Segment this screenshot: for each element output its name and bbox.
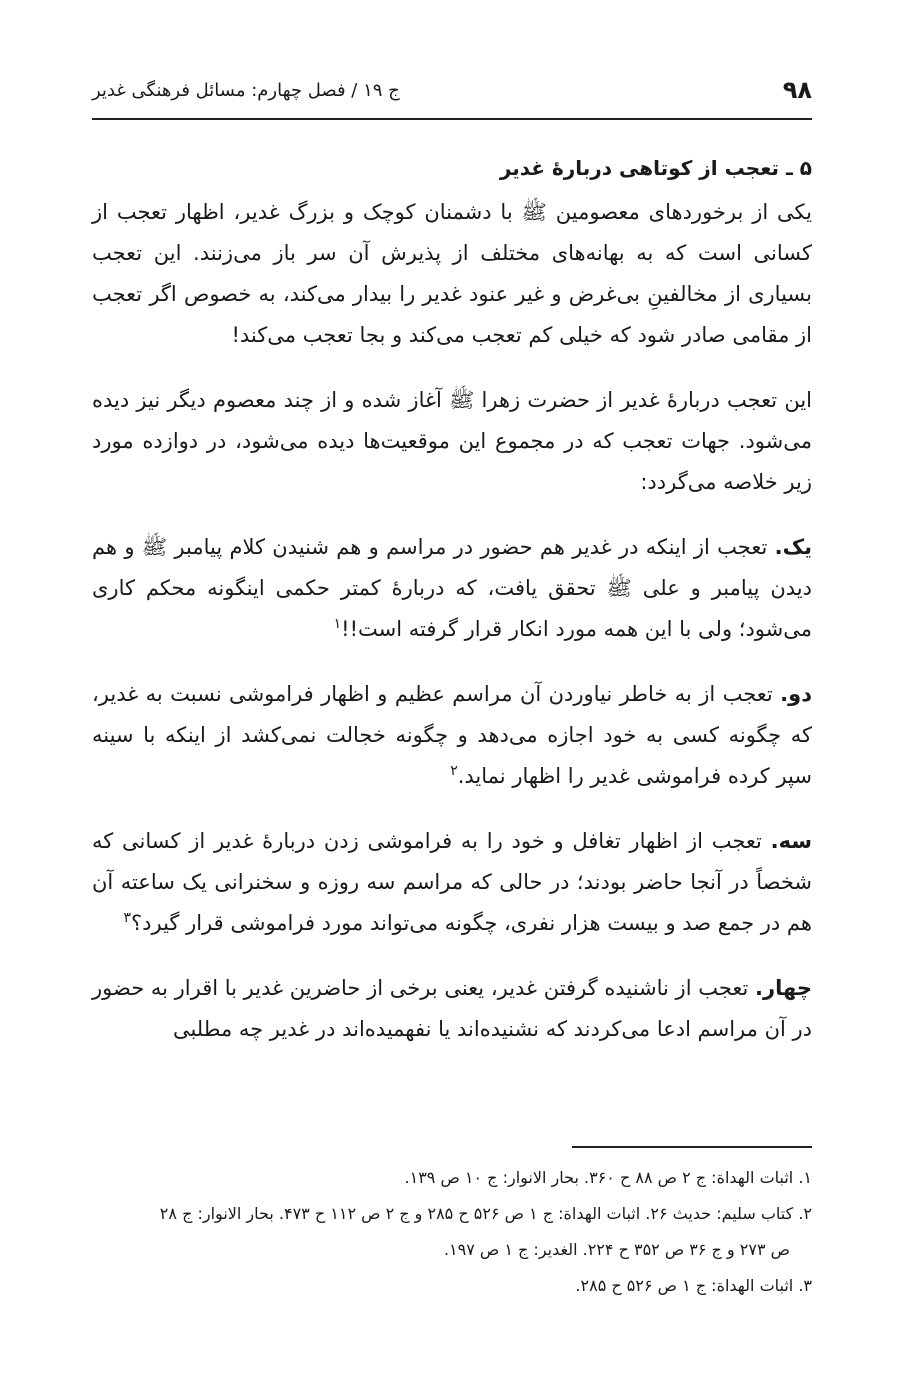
running-title: ج ۱۹ / فصل چهارم: مسائل فرهنگی غدیر [92,80,400,101]
paragraph-text: تعجب از اینکه در غدیر هم حضور در مراسم و هم شنیدن کلام پیامبر ﷺ و هم دیدن پیامبر و علی ﷺ تحقق یافت، که دربارۀ کمتر حکمی اینگونه محکم کاری می‌شود؛ ولی با این همه مورد انکار قرار گرفته است!! [92,535,812,641]
paragraph-text: تعجب از اظهار تغافل و خود را به فراموشی زدن دربارۀ غدیر از کسانی که شخصاً در آنجا حاضر بودند؛ در حالی که مراسم سه روزه و سخنرانی یک ساعته آن هم در جمع صد و بیست هزار نفری، چگونه می‌تواند مورد فراموشی قرار گیرد؟ [92,829,812,935]
footnote-2-continued: ص ۲۷۳ و ج ۳۶ ص ۳۵۲ ح ۲۲۴. الغدیر: ج ۱ ص ۱۹۷. [443,1240,790,1259]
item-lead: دو. [780,682,812,706]
item-lead: سه. [770,829,812,853]
paragraph-item-three [92,821,812,944]
section-title: ۵ ـ تعجب از کوتاهی دربارۀ غدیر [499,156,812,180]
paragraph-text: تعجب از ناشنیده گرفتن غدیر، یعنی برخی از حاضرین غدیر با اقرار به حضور در آن مراسم ادعا می‌کردند که نشنیده‌اند یا نفهمیده‌اند در غدیر چه مطلبی [92,976,812,1041]
paragraph-text: یکی از برخوردهای معصومین ﷺ با دشمنان کوچک و بزرگ غدیر، اظهار تعجب از کسانی است که به بهانه‌های مختلف از پذیرش آن سر باز می‌زنند. این تعجب بسیاری از مخالفینِ بی‌غرض و غیر عنود غدیر را بیدار می‌کند، به خصوص اگر تعجب از مقامی صادر شود که خیلی کم تعجب می‌کند و بجا تعجب می‌کند! [92,200,812,347]
footnote-ref: ۳ [123,910,131,926]
book-page [92,60,812,1360]
page-number: ۹۸ [782,76,812,104]
paragraph-item-four [92,968,812,1050]
footnote-3: ۳. اثبات الهداة: ج ۱ ص ۵۲۶ ح ۲۸۵. [575,1276,812,1295]
footnote-1: ۱. اثبات الهداة: ج ۲ ص ۸۸ ح ۳۶۰. بحار الانوار: ج ۱۰ ص ۱۳۹. [404,1168,812,1187]
paragraph-text: این تعجب دربارۀ غدیر از حضرت زهرا ﷺ آغاز شده و از چند معصوم دیگر نیز دیده می‌شود. جهات تعجب که در مجموع این موقعیت‌ها دیده می‌شود، در دوازده مورد زیر خلاصه می‌گردد: [92,388,812,494]
page-header [92,60,812,120]
item-lead: یک. [774,535,812,559]
paragraph-text: تعجب از به خاطر نیاوردن آن مراسم عظیم و اظهار فراموشی نسبت به غدیر، که چگونه کسی به خود اجازه می‌دهد و چگونه خجالت نمی‌کشد از اینکه با سینه سپر کرده فراموشی غدیر را اظهار نماید. [92,682,812,788]
footnote-divider [572,1146,812,1148]
footnote-2: ۲. کتاب سلیم: حدیث ۲۶. اثبات الهداة: ج ۱ ص ۵۲۶ ح ۲۸۵ و ج ۲ ص ۱۱۲ ح ۴۷۳. بحار الانوار: ج ۲۸ [159,1204,812,1223]
item-lead: چهار. [755,976,812,1000]
footnotes [92,1160,812,1304]
footnote-ref: ۲ [450,763,458,779]
paragraph-intro [92,192,812,356]
footnote-ref: ۱ [333,616,342,632]
paragraph-item-one [92,527,812,650]
paragraph-item-two [92,674,812,797]
paragraph-summary [92,380,812,503]
